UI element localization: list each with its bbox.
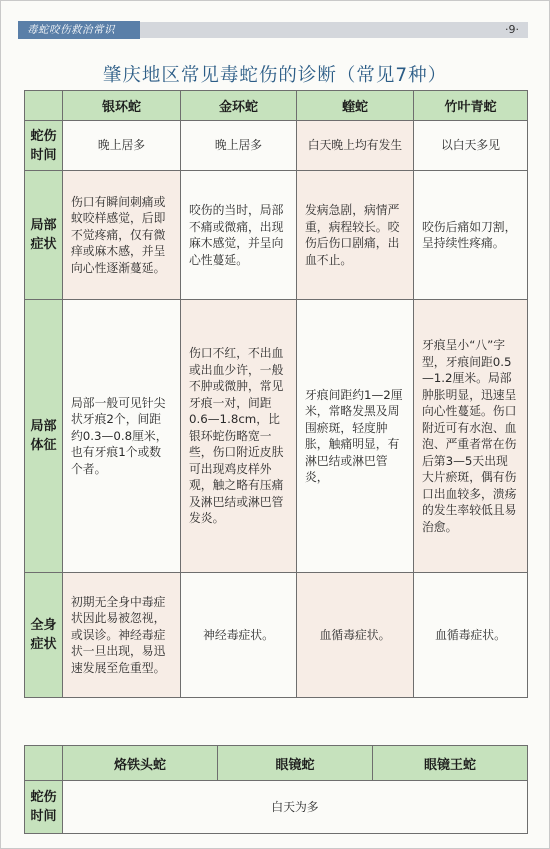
table-row (25, 121, 528, 171)
table-cell: 神经毒症状。 (181, 573, 297, 698)
table-header-row (25, 91, 528, 121)
table-cell: 牙痕间距约1—2厘米，常略发黑及周围瘀斑，轻度肿胀，触痛明显，有淋巴结或淋巴管炎， (297, 300, 414, 573)
row-header: 蛇伤 时间 (25, 781, 63, 834)
table-cell: 血循毒症状。 (297, 573, 414, 698)
row-header: 局部 体征 (25, 300, 63, 573)
table-cell: 血循毒症状。 (414, 573, 528, 698)
header-corner (25, 91, 63, 121)
table-cell: 发病急剧，病情严重，病程较长。咬伤后伤口剧痛，出血不止。 (297, 171, 414, 300)
table-cell: 咬伤后痛如刀割，呈持续性疼痛。 (414, 171, 528, 300)
page-number: ·9· (505, 23, 519, 36)
table-cell: 白天为多 (63, 781, 528, 834)
column-header: 银环蛇 (63, 91, 181, 121)
page-title: 肇庆地区常见毒蛇伤的诊断（常见7种） (102, 65, 448, 86)
table-cell: 局部一般可见针尖状牙痕2个，间距约0.3—0.8厘米，也有牙痕1个或数个者。 (63, 300, 181, 573)
column-header: 眼镜蛇 (218, 746, 373, 781)
column-header: 眼镜王蛇 (373, 746, 528, 781)
table-cell: 牙痕呈小“八”字型，牙痕间距0.5—1.2厘米。局部肿胀明显，迅速呈向心性蔓延。伤口附近可有水泡、血泡、严重者常在伤后第3—5天出现大片瘀斑，偶有伤口出血较多，溃疡的发生率较低且易治愈。 (414, 300, 528, 573)
header-corner (25, 746, 63, 781)
running-header: 毒蛇咬伤救治常识 (18, 21, 140, 39)
table-cell: 伤口不红，不出血或出血少许，一般不肿或微肿，常见牙痕一对，间距0.6—1.8cm，比银环蛇伤略宽一些，伤口附近皮肤可出现鸡皮样外观，触之略有压痛及淋巴结或淋巴管发炎。 (181, 300, 297, 573)
table-row (25, 781, 528, 834)
table-row (25, 171, 528, 300)
table-row (25, 300, 528, 573)
column-header: 金环蛇 (181, 91, 297, 121)
table-cell: 白天晚上均有发生 (297, 121, 414, 171)
column-header: 竹叶青蛇 (414, 91, 528, 121)
diagnosis-table-1 (24, 90, 528, 698)
table-cell: 晚上居多 (63, 121, 181, 171)
table-row (25, 573, 528, 698)
table-header-row (25, 746, 528, 781)
column-header: 蝰蛇 (297, 91, 414, 121)
row-header: 全身 症状 (25, 573, 63, 698)
row-header: 局部 症状 (25, 171, 63, 300)
table-cell: 初期无全身中毒症状因此易被忽视，或误诊。神经毒症状一旦出现，易迅速发展至危重型。 (63, 573, 181, 698)
table-cell: 晚上居多 (181, 121, 297, 171)
table-cell: 以白天多见 (414, 121, 528, 171)
diagnosis-table-2 (24, 745, 528, 834)
column-header: 烙铁头蛇 (63, 746, 218, 781)
row-header: 蛇伤 时间 (25, 121, 63, 171)
table-cell: 伤口有瞬间刺痛或蚊咬样感觉，后即不觉疼痛，仅有微痒或麻木感，并呈向心性逐渐蔓延。 (63, 171, 181, 300)
table-cell: 咬伤的当时，局部不痛或微痛，出现麻木感觉，并呈向心性蔓延。 (181, 171, 297, 300)
